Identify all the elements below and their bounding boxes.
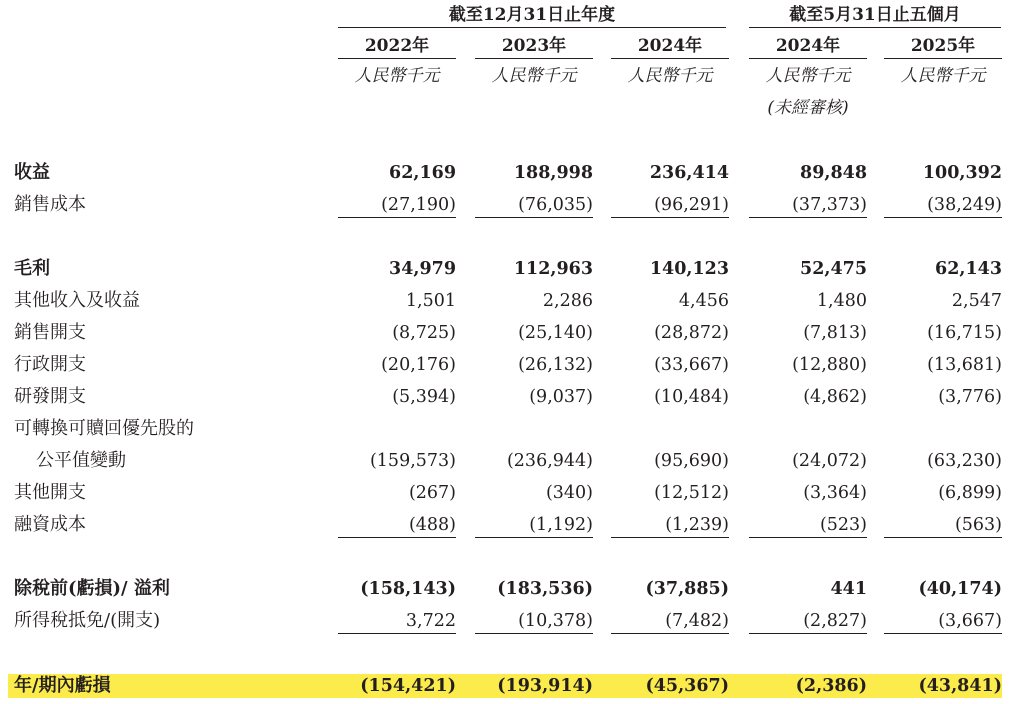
unit-label: 人民幣千元 [900,66,986,86]
row-label-selling-expenses: 銷售開支 [14,322,86,343]
subtotal-rule [749,217,867,218]
value-cell: (6,899) [938,483,1002,503]
value-cell: (63,230) [927,451,1002,471]
header-five-months: 截至5月31日止五個月 [789,5,961,25]
value-cell: (193,914) [497,676,593,696]
value-cell: (33,667) [654,355,729,375]
subtotal-rule [611,217,729,218]
value-cell: 89,848 [800,163,867,183]
year-2024: 2024年 [637,36,703,56]
value-cell: 52,475 [800,259,867,279]
year-rule [475,58,593,59]
row-label-other-income: 其他收入及收益 [14,290,140,311]
value-cell: (7,482) [665,611,729,631]
value-cell: (25,140) [518,323,593,343]
year-rule [611,58,729,59]
value-cell: 4,456 [678,291,729,311]
value-cell: (340) [545,483,593,503]
value-cell: (10,484) [654,387,729,407]
row-label-rnd-expenses: 研發開支 [14,386,86,407]
value-cell: 3,722 [405,611,456,631]
row-label-pre-tax: 除稅前(虧損)/ 溢利 [14,578,170,599]
subtotal-rule [475,217,593,218]
value-cell: (76,035) [518,195,593,215]
value-cell: (267) [408,483,456,503]
subtotal-rule [749,537,867,538]
value-cell: 62,169 [389,163,456,183]
value-cell: 62,143 [935,259,1002,279]
value-cell: (40,174) [918,579,1002,599]
unit-label: 人民幣千元 [765,66,851,86]
value-cell: 112,963 [513,259,593,279]
value-cell: (96,291) [654,195,729,215]
subtotal-rule [884,217,1002,218]
value-cell: 1,501 [405,291,456,311]
value-cell: (10,378) [518,611,593,631]
value-cell: (236,944) [506,451,593,471]
value-cell: (28,872) [654,323,729,343]
subtotal-rule [611,633,729,634]
unit-label: 人民幣千元 [627,66,713,86]
value-cell: (2,827) [803,611,867,631]
subtotal-rule [338,633,456,634]
value-cell: (1,192) [529,515,593,535]
value-cell: (13,681) [927,355,1002,375]
value-cell: 188,998 [513,163,593,183]
year-2025-period: 2025年 [910,36,976,56]
value-cell: (563) [954,515,1002,535]
value-cell: (2,386) [795,676,867,696]
row-label-income-tax: 所得稅抵免/(開支) [14,610,161,631]
value-cell: (8,725) [392,323,456,343]
value-cell: (37,885) [645,579,729,599]
row-label-revenue: 收益 [14,162,50,183]
subtotal-rule [884,633,1002,634]
row-label-other-expenses: 其他開支 [14,482,86,503]
subtotal-rule [475,633,593,634]
value-cell: (16,715) [927,323,1002,343]
subtotal-rule [475,537,593,538]
value-cell: (26,132) [518,355,593,375]
value-cell: (38,249) [927,195,1002,215]
value-cell: (95,690) [654,451,729,471]
row-label-preferred-shares: 可轉換可贖回優先股的 [14,418,194,439]
year-2024-period: 2024年 [775,36,841,56]
value-cell: (12,880) [792,355,867,375]
value-cell: 2,286 [542,291,593,311]
value-cell: (3,776) [938,387,1002,407]
value-cell: 100,392 [922,163,1002,183]
row-label-gross-profit: 毛利 [14,258,50,279]
value-cell: 140,123 [649,259,729,279]
subtotal-rule [611,537,729,538]
value-cell: 34,979 [389,259,456,279]
value-cell: (5,394) [392,387,456,407]
value-cell: (24,072) [792,451,867,471]
value-cell: (1,239) [665,515,729,535]
group-rule-2 [749,27,1001,28]
value-cell: 1,480 [816,291,867,311]
value-cell: (12,512) [654,483,729,503]
header-fiscal-year: 截至12月31日止年度 [448,5,616,25]
row-label-fair-value-change: 公平值變動 [36,450,126,471]
subtotal-rule [749,633,867,634]
value-cell: 441 [830,579,867,599]
value-cell: 236,414 [649,163,729,183]
value-cell: (20,176) [381,355,456,375]
row-label-cost-of-sales: 銷售成本 [14,194,86,215]
value-cell: (3,667) [938,611,1002,631]
value-cell: (9,037) [529,387,593,407]
row-label-loss-for-period: 年/期內虧損 [14,675,111,696]
value-cell: (159,573) [369,451,456,471]
value-cell: (43,841) [918,676,1002,696]
value-cell: (158,143) [360,579,456,599]
year-2022: 2022年 [364,36,430,56]
subtotal-rule [884,537,1002,538]
year-rule [338,58,456,59]
value-cell: (37,373) [792,195,867,215]
value-cell: (154,421) [360,676,456,696]
value-cell: (7,813) [803,323,867,343]
year-rule [749,58,867,59]
unit-label: 人民幣千元 [354,66,440,86]
value-cell: (488) [408,515,456,535]
value-cell: (523) [819,515,867,535]
group-rule-1 [338,27,726,28]
year-2023: 2023年 [501,36,567,56]
value-cell: 2,547 [951,291,1002,311]
value-cell: (3,364) [803,483,867,503]
unaudited-note: (未經審核) [767,98,849,118]
row-label-finance-costs: 融資成本 [14,514,86,535]
value-cell: (4,862) [803,387,867,407]
subtotal-rule [338,217,456,218]
subtotal-rule [338,537,456,538]
value-cell: (27,190) [381,195,456,215]
value-cell: (183,536) [497,579,593,599]
unit-label: 人民幣千元 [491,66,577,86]
row-label-admin-expenses: 行政開支 [14,354,86,375]
value-cell: (45,367) [645,676,729,696]
year-rule [884,58,1002,59]
